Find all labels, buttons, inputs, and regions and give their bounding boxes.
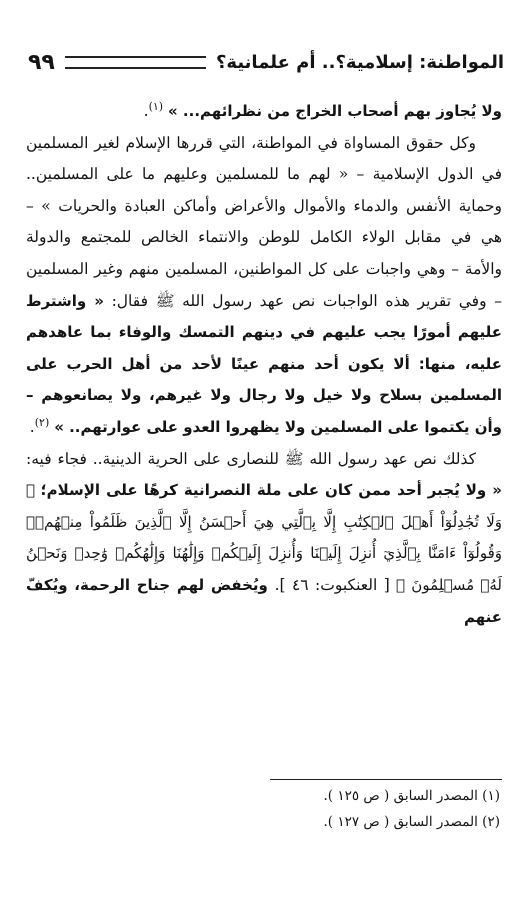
religious-freedom-quote-bold: « ولا يُجبر أحد ممن كان على ملة النصرانية كرهًا على الإسلام؛ bbox=[40, 481, 502, 500]
running-title: المواطنة: إسلامية؟.. أم علمانية؟ bbox=[215, 51, 504, 73]
quran-verse: ﴿ وَلَا تُجَٰدِلُوٓاْ أَهۡلَ ٱلۡكِتَٰبِ إِلَّا بِٱلَّتِي هِيَ أَحۡسَنُ إِلَّا ٱلَّذِينَ ظَلَمُواْ مِنۡهُمۡۖ وَقُولُوٓاْ ءَامَنَّا بِٱلَّذِيٓ أُنزِلَ إِلَيۡنَا وَأُنزِلَ إِلَيۡكُمۡ وَإِلَٰهُنَا وَإِلَٰهُكُمۡ وَٰحِدٞ وَنَحۡنُ لَهُۥ مُسۡلِمُونَ ﴾ bbox=[26, 481, 502, 594]
footnote-2: (٢) المصدر السابق ( ص ١٢٧ ). bbox=[323, 814, 500, 830]
quote-end-bold: ولا يُجاوز بهم أصحاب الخراج من نظرائهم... » bbox=[168, 102, 502, 120]
header-double-rule bbox=[65, 56, 206, 69]
book-page bbox=[18, 0, 508, 908]
paragraph-1: ولا يُجاوز بهم أصحاب الخراج من نظرائهم... » $^{(١)}$. bbox=[143, 99, 502, 120]
paragraph-3-bold-end: ويُخفض لهم جناح الرحمة، ويُكفّ عنهم bbox=[26, 575, 502, 626]
page-header bbox=[28, 42, 504, 82]
covenant-quote-bold: « واشترط عليهم أمورًا يجب عليهم في دينهم التمسك والوفاء بما عاهدهم عليه، منها: ألا يكون أحد منهم عينًا لأحد من أهل الحرب على المسلمين بسلاح ولا خيل ولا رجال ولا غيرهم، ولا يصانعوهم – وأن يكتموا على المسلمين ولا يظهروا العدو على عوارتهم.. » bbox=[26, 291, 502, 436]
footnote-separator bbox=[270, 779, 502, 780]
footnote-ref-1: (١) bbox=[148, 99, 164, 113]
paragraph-2: وكل حقوق المساواة في المواطنة، التي قررها الإسلام لغير المسلمين في الدول الإسلامية – « لهم ما للمسلمين وعليهم ما على المسلمين.. وحماية الأنفس والدماء والأموال والأعراض وأماكن العبادة والحريات » – هي في مقابل الولاء الكامل للوطن والانتماء الخالص للمجتمع والدولة والأمة – وهي واجبات على كل المواطنين، المسلمين منهم وغير المسلمين – وفي تقرير هذه الواجبات نص عهد رسول الله ﷺ فقال: « واشترط عليهم أمورًا يجب عليهم في دينهم التمسك والوفاء بما عاهدهم عليه، منها: ألا يكون أحد منهم عينًا لأحد من أهل الحرب على المسلمين بسلاح ولا خيل ولا رجال ولا غيرهم، ولا يصانعوهم – وأن يكتموا على المسلمين ولا يظهروا العدو على عوارتهم.. » $^{(٢)}$. bbox=[26, 133, 502, 436]
page-number: ٩٩ bbox=[28, 49, 55, 75]
footnotes bbox=[26, 783, 500, 835]
paragraph-3 bbox=[26, 444, 502, 634]
verse-reference: [ العنكبوت: ٤٦ ]. bbox=[274, 575, 390, 594]
footnote-1: (١) المصدر السابق ( ص ١٢٥ ). bbox=[323, 788, 500, 804]
footnote-ref-2: (٢) bbox=[34, 415, 50, 429]
main-text bbox=[26, 96, 502, 633]
paragraph-2-text: وكل حقوق المساواة في المواطنة، التي قررها الإسلام لغير المسلمين في الدول الإسلامية – « لهم ما للمسلمين وعليهم ما على المسلمين.. وحماية الأنفس والدماء والأموال والأعراض وأماكن العبادة والحريات » – هي في مقابل الولاء الكامل للوطن والانتماء الخالص للمجتمع والدولة والأمة – وهي واجبات على كل المواطنين، المسلمين منهم وغير المسلمين – وفي تقرير هذه الواجبات نص عهد رسول الله ﷺ فقال: bbox=[26, 133, 502, 310]
paragraph-3-text: كذلك نص عهد رسول الله ﷺ للنصارى على الحرية الدينية.. فجاء فيه: bbox=[26, 449, 476, 468]
